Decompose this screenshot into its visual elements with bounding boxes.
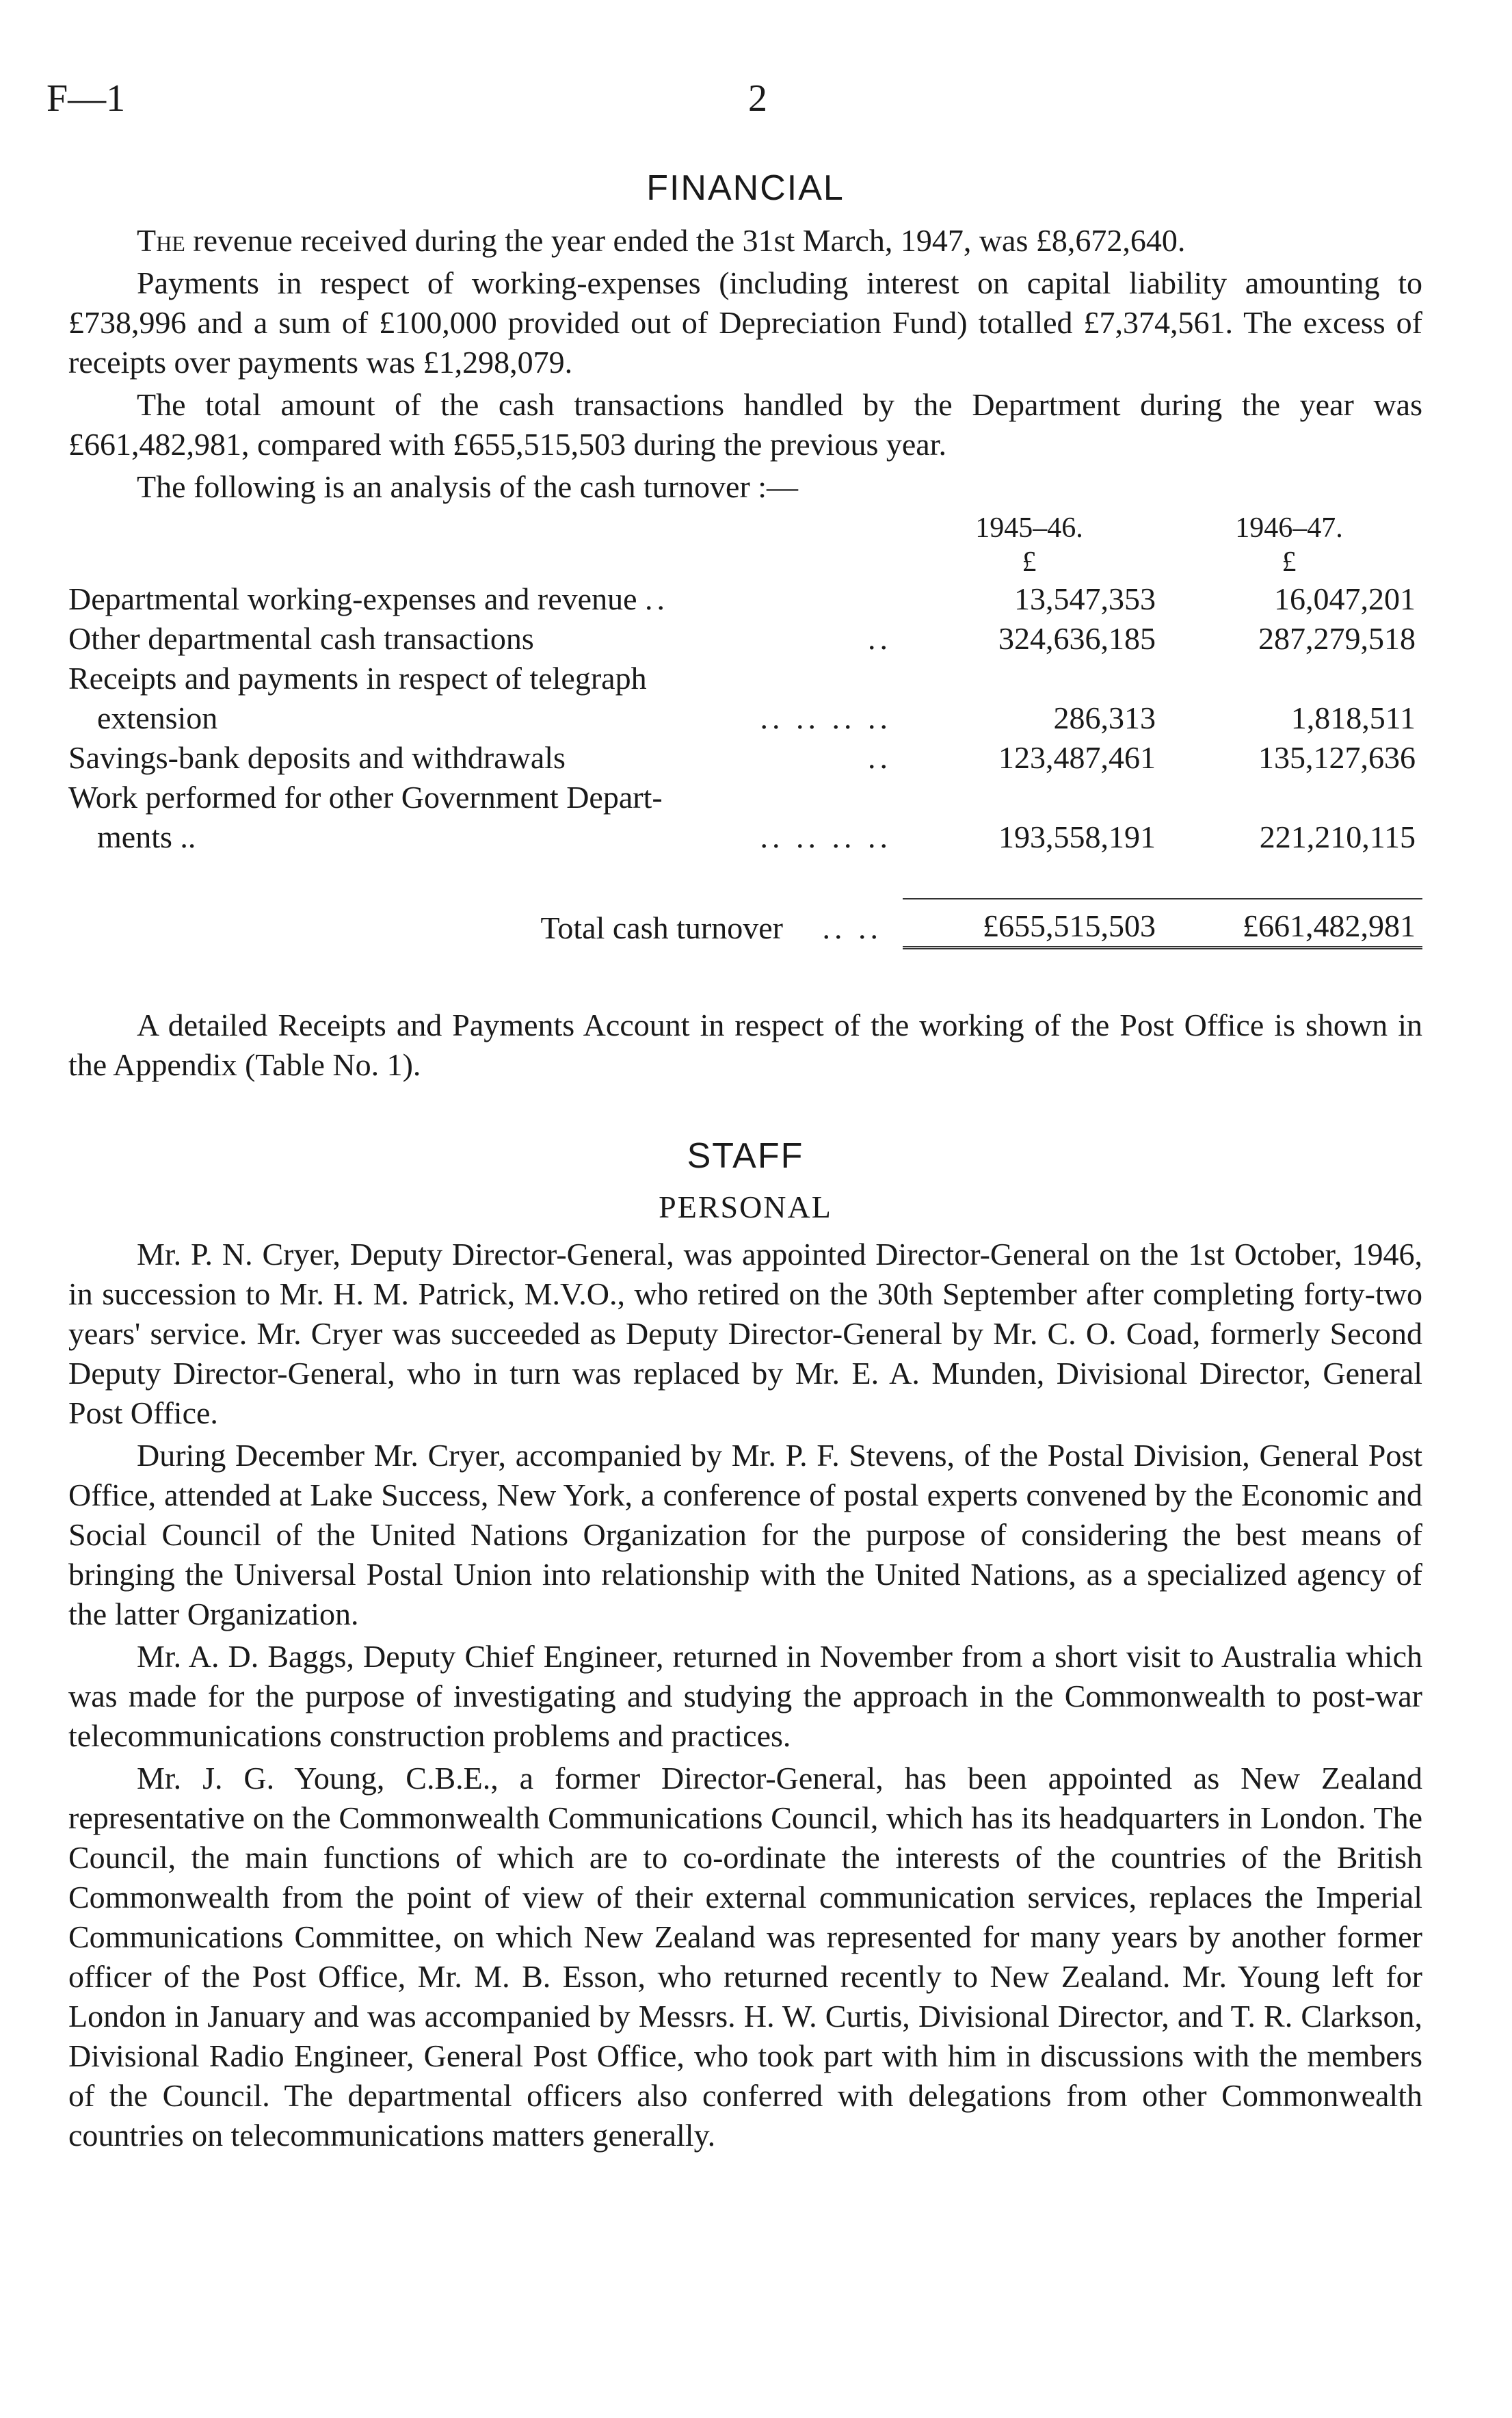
row-label-continued: extension [97, 700, 218, 735]
value-1945-46: 123,487,461 [998, 740, 1156, 775]
table-total-row [68, 899, 1422, 948]
total-1946-47: £661,482,981 [1163, 899, 1422, 948]
personal-subheading: PERSONAL [659, 1190, 832, 1224]
table-row [68, 778, 1422, 857]
financial-heading: FINANCIAL [646, 168, 845, 208]
revenue-paragraph [68, 221, 1422, 261]
row-label: Departmental working-expenses and revenue [68, 581, 637, 616]
row-label: Work performed for other Government Depart- [68, 780, 663, 815]
leader-dots: .. .. .. .. [760, 819, 892, 854]
table-header-row [68, 511, 1422, 579]
table-row [68, 619, 1422, 659]
payments-paragraph: Payments in respect of working-expenses (including interest on capital liability amounting to £738,996 and a sum of £100,000 provided out of Depreciation Fund) totalled £7,374,561. The excess of receipts over payments was £1,298,079. [68, 265, 1422, 380]
appendix-paragraph: A detailed Receipts and Payments Account in respect of the working of the Post Office is shown in the Appendix (Table No. 1). [68, 1008, 1422, 1082]
table-row [68, 738, 1422, 778]
value-1946-47: 221,210,115 [1259, 819, 1416, 854]
value-1946-47: 135,127,636 [1258, 740, 1416, 775]
column-year: 1945–46. [975, 512, 1083, 544]
page-number: 2 [748, 77, 767, 120]
leader-dots: .. [867, 740, 892, 775]
value-1946-47: 1,818,511 [1290, 700, 1416, 735]
staff-section [68, 1135, 1422, 2155]
director-general-paragraph: Mr. P. N. Cryer, Deputy Director-General, was appointed Director-General on the 1st October, 1946, in succession to Mr. H. M. Patrick, M.V.O., who retired on the 30th September after completing forty-two years' service. Mr. Cryer was succeeded as Deputy Director-General by Mr. C. O. Coad, formerly Second Deputy Director-General, who in turn was replaced by Mr. E. A. Munden, Divisional Director, General Post Office. [68, 1237, 1422, 1430]
staff-heading: STAFF [687, 1136, 804, 1176]
un-conference-paragraph: During December Mr. Cryer, accompanied by Mr. P. F. Stevens, of the Postal Division, General Post Office, attended at Lake Success, New York, a conference of postal experts convened by the Economic and Social Council of the United Nations Organization for the purpose of considering the best means of bringing the Universal Postal Union into relationship with the United Nations, as a specialized agency of the latter Organization. [68, 1438, 1422, 1631]
row-label: Receipts and payments in respect of telegraph [68, 661, 647, 696]
value-1945-46: 286,313 [1053, 700, 1156, 735]
page-content [68, 168, 1422, 2155]
leader-dots: .. .. [822, 910, 882, 945]
report-reference: F—1 [47, 77, 126, 120]
column-unit: £ [1282, 547, 1297, 578]
leader-dots: .. [645, 581, 669, 616]
row-label: Other departmental cash transactions [68, 621, 534, 656]
cash-turnover-table [68, 511, 1422, 964]
column-header-1946-47 [1163, 511, 1422, 579]
table-row [68, 659, 1422, 738]
revenue-paragraph-lead: The [137, 223, 185, 258]
cash-total-paragraph: The total amount of the cash transactions handled by the Department during the year was £661,482,981, compared with £655,515,503 during the previous year. [68, 387, 1422, 462]
financial-section [68, 168, 1422, 1085]
row-label: Savings-bank deposits and withdrawals [68, 740, 566, 775]
communications-council-paragraph: Mr. J. G. Young, C.B.E., a former Director-General, has been appointed as New Zealand representative on the Commonwealth Communications Council, which has its headquarters in London. The Council, the main functions of which are to co-ordinate the interests of the countries of the British Commonwealth from the point of view of their external communication services, replaces the Imperial Communications Committee, on which New Zealand was represented for many years by another former officer of the Post Office, Mr. M. B. Esson, who returned recently to New Zealand. Mr. Young left for London in January and was accompanied by Messrs. H. W. Curtis, Divisional Director, and T. R. Clarkson, Divisional Radio Engineer, General Post Office, who took part with him in discussions with the members of the Council. The departmental officers also conferred with delegations from other Commonwealth countries on telecommunications matters generally. [68, 1761, 1422, 2153]
column-unit: £ [1022, 547, 1037, 578]
value-1945-46: 324,636,185 [998, 621, 1156, 656]
column-year: 1946–47. [1235, 512, 1343, 544]
row-label-continued: ments .. [97, 819, 196, 854]
revenue-paragraph-text: revenue received during the year ended the 31st March, 1947, was £8,672,640. [193, 223, 1186, 258]
australia-visit-paragraph: Mr. A. D. Baggs, Deputy Chief Engineer, returned in November from a short visit to Australia which was made for the purpose of investigating and studying the approach in the Commonwealth to post-war telecommunications construction problems and practices. [68, 1639, 1422, 1753]
leader-dots: .. .. .. .. [760, 700, 892, 735]
analysis-intro-paragraph: The following is an analysis of the cash turnover :— [137, 469, 799, 504]
page-header [47, 77, 1469, 138]
value-1946-47: 287,279,518 [1258, 621, 1416, 656]
column-header-1945-46 [903, 511, 1163, 579]
total-label: Total cash turnover [540, 910, 783, 945]
value-1946-47: 16,047,201 [1274, 581, 1416, 616]
table-row [68, 579, 1422, 619]
total-double-rule [68, 948, 1422, 965]
leader-dots: .. [867, 621, 892, 656]
value-1945-46: 193,558,191 [998, 819, 1156, 854]
total-1945-46: £655,515,503 [903, 899, 1163, 948]
value-1945-46: 13,547,353 [1013, 581, 1156, 616]
